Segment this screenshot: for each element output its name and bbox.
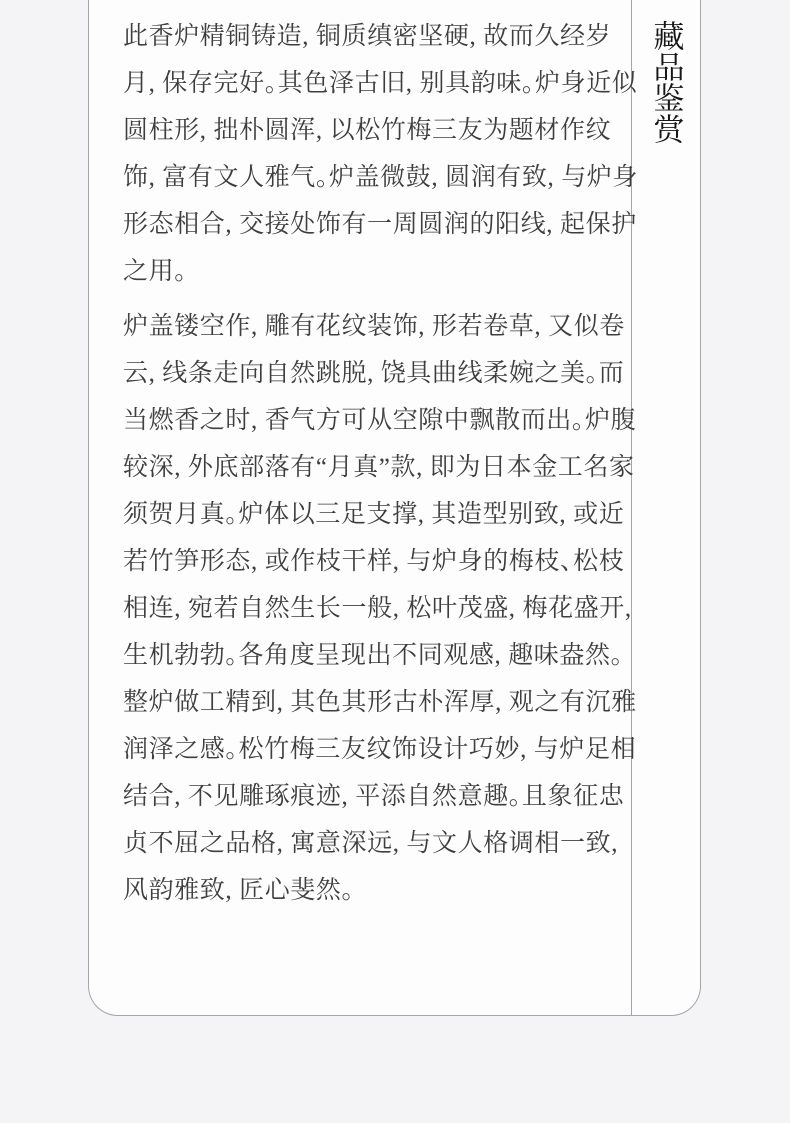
- article-body: [89, 0, 639, 1015]
- paragraph-1: [123, 13, 639, 295]
- text-line: 当燃香之时, 香气方可从空隙中飘散而出。炉腹: [123, 407, 637, 434]
- text-line: 圆柱形, 拙朴圆浑, 以松竹梅三友为题材作纹: [123, 117, 612, 144]
- text-line: 相连, 宛若自然生长一般, 松叶茂盛, 梅花盛开,: [123, 595, 632, 622]
- text-line: 云, 线条走向自然跳脱, 饶具曲线柔婉之美。而: [123, 360, 625, 387]
- text-line: 饰, 富有文人雅气。炉盖微鼓, 圆润有致, 与炉身: [123, 164, 639, 191]
- paragraph-2: [123, 303, 637, 914]
- text-line: 形态相合, 交接处饰有一周圆润的阳线, 起保护: [123, 211, 637, 238]
- article-card: [88, 0, 701, 1016]
- text-line: 之用。: [123, 258, 188, 285]
- text-line: 若竹笋形态, 或作枝干样, 与炉身的梅枝、松枝: [123, 548, 625, 575]
- text-line: 贞不屈之品格, 寓意深远, 与文人格调相一致,: [123, 830, 619, 857]
- text-line: 润泽之感。松竹梅三友纹饰设计巧妙, 与炉足相: [123, 736, 637, 763]
- text-line: 风韵雅致, 匠心斐然。: [123, 877, 355, 904]
- text-line: 整炉做工精到, 其色其形古朴浑厚, 观之有沉雅: [123, 689, 637, 716]
- text-line: 此香炉精铜铸造, 铜质缜密坚硬, 故而久经岁: [123, 23, 612, 50]
- text-line: 结合, 不见雕琢痕迹, 平添自然意趣。且象征忠: [123, 783, 625, 810]
- text-line: 炉盖镂空作, 雕有花纹装饰, 形若卷草, 又似卷: [123, 313, 625, 340]
- text-line: 较深, 外底部落有“月真”款, 即为日本金工名家: [123, 454, 635, 481]
- text-line: 月, 保存完好。其色泽古旧, 别具韵味。炉身近似: [123, 70, 638, 97]
- sidebar-column: [632, 0, 700, 1015]
- text-line: 须贺月真。炉体以三足支撑, 其造型别致, 或近: [123, 501, 625, 528]
- text-line: 生机勃勃。各角度呈现出不同观感, 趣味盎然。: [123, 642, 624, 669]
- section-title-vertical: 藏品鉴赏: [648, 20, 684, 144]
